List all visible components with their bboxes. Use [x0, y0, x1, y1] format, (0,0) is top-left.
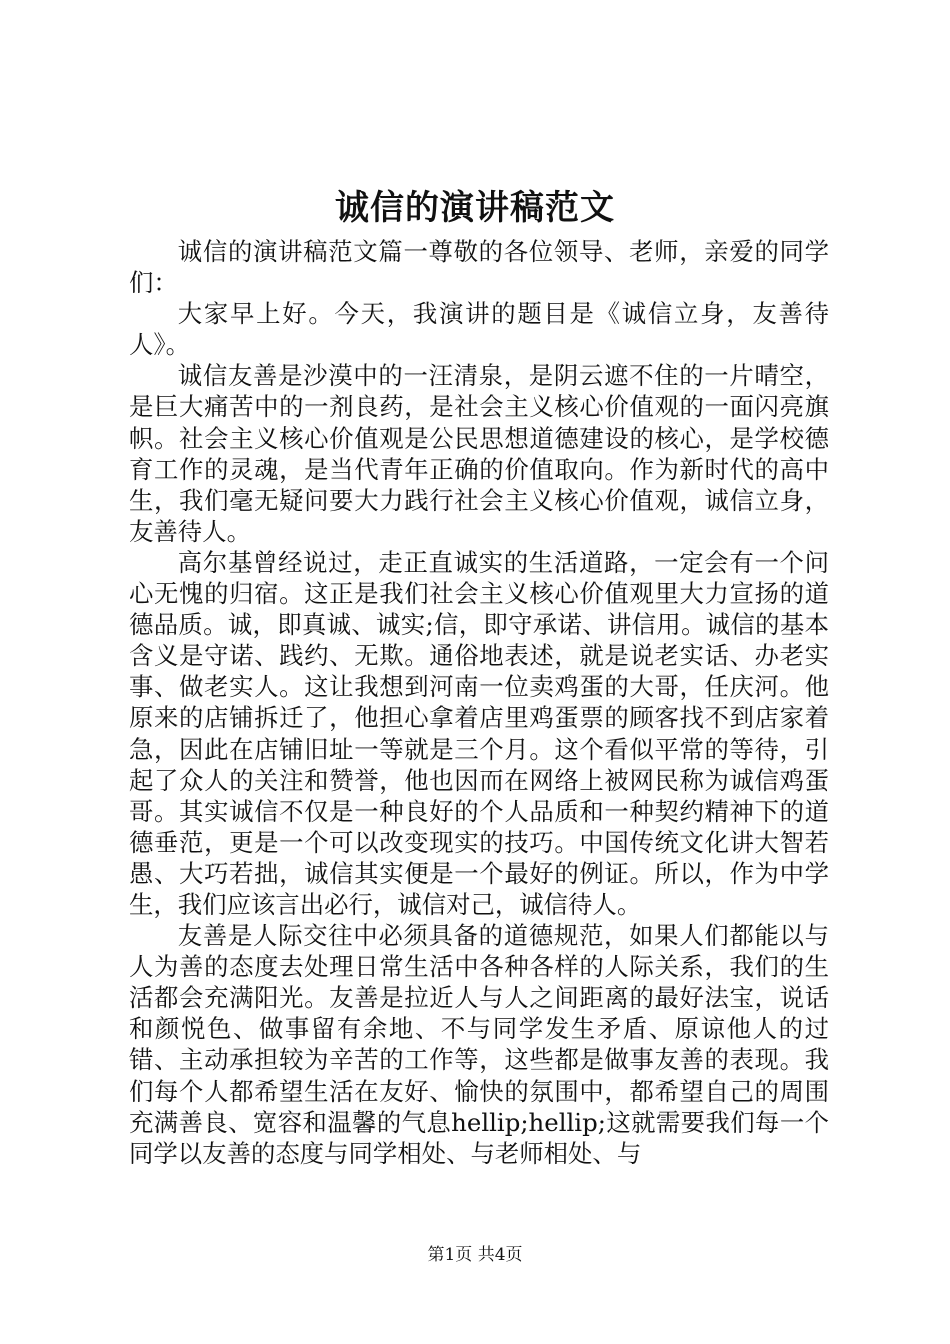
document-body: [129, 236, 829, 1169]
paragraph-5: 友善是人际交往中必须具备的道德规范，如果人们都能以与人为善的态度去处理日常生活中各种各样的人际关系，我们的生活都会充满阳光。友善是拉近人与人之间距离的最好法宝，说话和颜悦色、做事留有余地、不与同学发生矛盾、原谅他人的过错、主动承担较为辛苦的工作等，这些都是做事友善的表现。我们每个人都希望生活在友好、愉快的氛围中，都希望自己的周围充满善良、宽容和温馨的气息hellip;hellip;这就需要我们每一个同学以友善的态度与同学相处、与老师相处、与: [129, 921, 829, 1168]
paragraph-4: 高尔基曾经说过，走正直诚实的生活道路，一定会有一个问心无愧的归宿。这正是我们社会主义核心价值观里大力宣扬的道德品质。诚，即真诚、诚实;信，即守承诺、讲信用。诚信的基本含义是守诺、践约、无欺。通俗地表述，就是说老实话、办老实事、做老实人。这让我想到河南一位卖鸡蛋的大哥，任庆河。他原来的店铺拆迁了，他担心拿着店里鸡蛋票的顾客找不到店家着急，因此在店铺旧址一等就是三个月。这个看似平常的等待，引起了众人的关注和赞誉，他也因而在网络上被网民称为诚信鸡蛋哥。其实诚信不仅是一种良好的个人品质和一种契约精神下的道德垂范，更是一个可以改变现实的技巧。中国传统文化讲大智若愚、大巧若拙，诚信其实便是一个最好的例证。所以，作为中学生，我们应该言出必行，诚信对己，诚信待人。: [129, 547, 829, 919]
document-title: 诚信的演讲稿范文: [335, 188, 615, 228]
paragraph-2: 大家早上好。今天，我演讲的题目是《诚信立身，友善待人》。: [129, 299, 829, 360]
paragraph-1: 诚信的演讲稿范文篇一尊敬的各位领导、老师，亲爱的同学们：: [129, 237, 829, 298]
paragraph-3: 诚信友善是沙漠中的一汪清泉，是阴云遮不住的一片晴空，是巨大痛苦中的一剂良药，是社会主义核心价值观的一面闪亮旗帜。社会主义核心价值观是公民思想道德建设的核心，是学校德育工作的灵魂，是当代青年正确的价值取向。作为新时代的高中生，我们毫无疑问要大力践行社会主义核心价值观，诚信立身，友善待人。: [129, 361, 829, 546]
page-footer: 第1页 共4页: [427, 1245, 523, 1265]
